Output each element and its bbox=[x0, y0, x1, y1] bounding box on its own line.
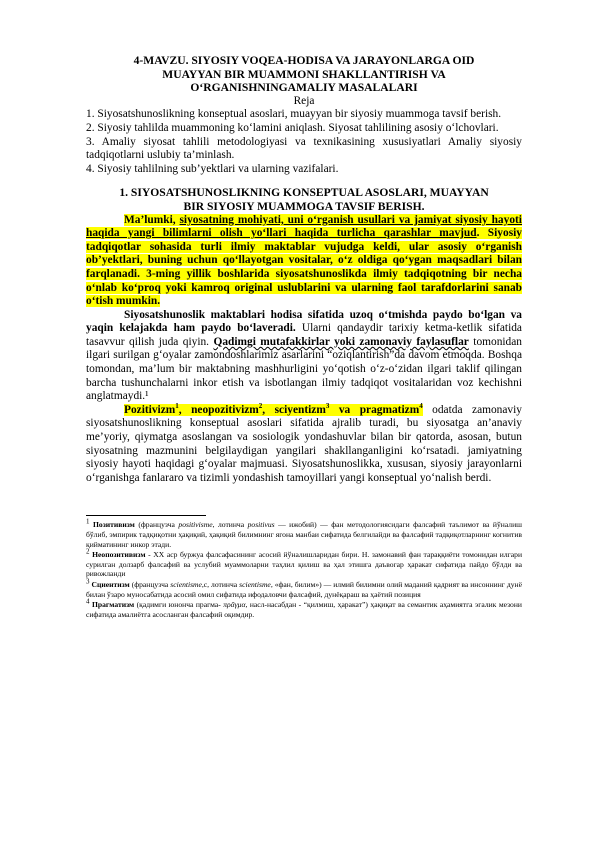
footnote-text: , «фан, билим») — илмий билимни олий маданий қадрият ва инсоннинг дунё билан ўзаро муносабатида асосий омил сифатида ифодаловчи фалсафий, дунёқараш ва ҳаётий позиция bbox=[86, 579, 522, 599]
para2-wavy-phrase: Qadimgi mutafakkirlar yoki zamonaviy faylasuflar bbox=[213, 335, 469, 348]
para2-text-cont: tomonidan ilgari surilgan g‘oyalar zamondoshlarimiz asarlarini “oziqlantirish”da davom etmoqda. Boshqa tomondan, ma’lum bir maktabning mashhurligini yo‘qotish o‘z-o‘zidan ilgari taklif qilingan barcha tushunchalarni inkor etish va isbotlangan ilmiy tadqiqot vositalaridan voz kechishni anglatmaydi. bbox=[86, 335, 522, 403]
section-1-heading bbox=[86, 186, 522, 213]
term-sciyentizm: , sciyentizm bbox=[262, 403, 326, 416]
footnote-italic: scientisme bbox=[239, 579, 271, 589]
reja-heading: Reja bbox=[293, 94, 315, 107]
footnote-italic: positivus bbox=[247, 520, 275, 530]
title-line: O‘RGANISHNINGAMALIY MASALALARI bbox=[190, 81, 418, 95]
footnote-term: Прагматизм bbox=[91, 600, 135, 610]
document-page bbox=[86, 54, 522, 620]
footnote-number: 2 bbox=[86, 547, 90, 556]
footnote-divider bbox=[86, 515, 206, 516]
footnote-italic: πρᾶγμα bbox=[223, 600, 246, 610]
para2-text: Ularni qandaydir tarixiy ketma-ketlik sifatida tasavvur qilish juda qiyin. bbox=[86, 322, 522, 348]
footnote-term: Позитивизм bbox=[93, 520, 135, 530]
footnote-text: (французча bbox=[134, 520, 179, 530]
reja-item: 1. Siyosatshunoslikning konseptual asoslari, muayyan bir siyosiy muammoga tavsif berish. bbox=[86, 108, 502, 121]
reja-item: 2. Siyosiy tahlilda muammoning ko‘lamini aniqlash. Siyosat tahlilining asosiy o‘lchovlari. bbox=[86, 121, 499, 134]
footnote bbox=[86, 597, 522, 619]
paragraph-3 bbox=[86, 404, 522, 486]
footnote-italic: scientisme bbox=[170, 579, 202, 589]
paragraph-2 bbox=[86, 309, 522, 404]
section-title-line: 1. SIYOSATSHUNOSLIKNING KONSEPTUAL ASOSLARI, MUAYYAN bbox=[119, 186, 489, 200]
footnote-number: 4 bbox=[86, 597, 90, 606]
para3-text: odatda zamonaviy siyosatshunoslikning konseptual asoslari sifatida ajralib turadi, bu siyosatga an’anaviy me’yoriy, qiymatga asoslangan va sosiologik yondashuvlar bilan bir qatorda, asosan, butun siyosatning mazmunini belgilaydigan yangilari shakllanganligini ko‘rsatadi. jamiyatning siyosiy hayoti haqidagi g‘oyalar majmuasi. Siyosatshunoslikka, xususan, siyosiy jarayonlarni o‘rganishga fanlararo va tizimli yondashish tamoyillari yangi konseptual yo‘nalish berdi. bbox=[86, 403, 522, 484]
para1-underlined: siyosatning mohiyati, uni o‘rganish usullari va jamiyat siyosiy hayoti haqida yangi bilimlarni olish yo‘llari haqida turlicha qarashlar mavjud bbox=[86, 213, 522, 240]
section-title-line: BIR SIYOSIY MUAMMOGA TAVSIF BERISH. bbox=[183, 199, 425, 213]
footnote-ref[interactable]: 3 bbox=[325, 402, 330, 411]
para2-bold-lead: Siyosatshunoslik maktablari hodisa sifatida uzoq o‘tmishda paydo bo‘lgan va yaqin kelajakda ham paydo bo‘laveradi. bbox=[86, 308, 522, 335]
para1-rest: . Siyosiy tadqiqotlar sohasida turli ilmiy maktablar vujudga keldi, ular asosiy o‘rganish ob’yektlari, buning uchun qo‘llayotgan vositalar, o‘z oldiga qo‘ygan maqsadlari bilan farqlanadi. 3-ming yillik boshlarida siyosatshunoslikda ilmiy tadqiqotning bir necha o‘nlab ko‘proq yoki kamroq original uslublarini va ularning faol tarafdorlarini sanab o‘tish mumkin. bbox=[86, 227, 522, 308]
footnote-number: 3 bbox=[86, 577, 90, 586]
term-neopozitivizm: , neopozitivizm bbox=[178, 403, 259, 416]
footnote-text: , лотинча bbox=[212, 520, 248, 530]
reja-list bbox=[86, 108, 522, 176]
footnote-italic: positivisme bbox=[178, 520, 213, 530]
footnote bbox=[86, 517, 522, 549]
footnotes bbox=[86, 517, 523, 619]
paragraph-1 bbox=[86, 214, 522, 309]
footnote-text: — ижобий) — фан методологиясидаги фалсафий таълимот ва йўналиш бўлиб, эмпирик тадқиқотни ҳақиқий, ҳақиқий билимнинг ягона манбаи сифатида белгилайди ва фалсафий тадқиқотларнинг когнитив қийматининг инкор этади. bbox=[86, 520, 522, 549]
reja-item: 4. Siyosiy tahlilning sub’yektlari va ularning vazifalari. bbox=[86, 162, 339, 175]
footnote-text: - XX аср буржуа фалсафасининг асосий йўналишларидан бири. Н. замонавий фан тараққиёти томонидан илгари сурилган долзарб фалсафий ва услубий муаммоларни таҳлил қилиш ва ҳал этишга даъвогар ҳаракат сифатида пайдо бўлди ва ривожланди bbox=[86, 550, 523, 579]
footnote-text: ,с, лотинча bbox=[201, 579, 240, 589]
footnote-ref[interactable]: 2 bbox=[258, 402, 263, 411]
footnote-text: , насл-насабдан - “қилмиш, ҳаракат”) ҳақиқат ва семантик аҳамиятга эгалик мезони сифатида амалиётга асосланган фалсафий оқимдир. bbox=[86, 600, 522, 619]
term-pragmatizm: va pragmatizm bbox=[329, 403, 420, 416]
footnote-text: (қадимги юнонча прагма- bbox=[134, 600, 224, 610]
term-pozitivizm: Pozitivizm bbox=[124, 403, 176, 416]
footnote-number: 1 bbox=[86, 517, 90, 526]
para1-lead: Ma’lumki, bbox=[124, 213, 180, 226]
footnote-ref[interactable]: 4 bbox=[419, 402, 423, 411]
footnote-ref[interactable]: 1 bbox=[175, 402, 179, 411]
footnote-term: Неопозитивизм bbox=[92, 550, 146, 560]
footnote-term: Сциентизм bbox=[91, 579, 130, 589]
footnote bbox=[86, 577, 522, 599]
document-title bbox=[86, 54, 522, 95]
para3-terms bbox=[124, 404, 423, 416]
reja-item: 3. Amaliy siyosat tahlili metodologiyasi va texnikasining xususiyatlari Amaliy siyosiy tadqiqotlarni uslubiy ta’minlash. bbox=[86, 135, 522, 162]
title-line: MUAYYAN BIR MUAMMONI SHAKLLANTIRISH VA bbox=[162, 67, 446, 81]
para2-mark: ¹ bbox=[145, 390, 149, 403]
footnote bbox=[86, 547, 523, 579]
footnote-text: (французча bbox=[129, 579, 171, 589]
title-line: 4-MAVZU. SIYOSIY VOQEA-HODISA VA JARAYONLARGA OID bbox=[133, 54, 475, 67]
